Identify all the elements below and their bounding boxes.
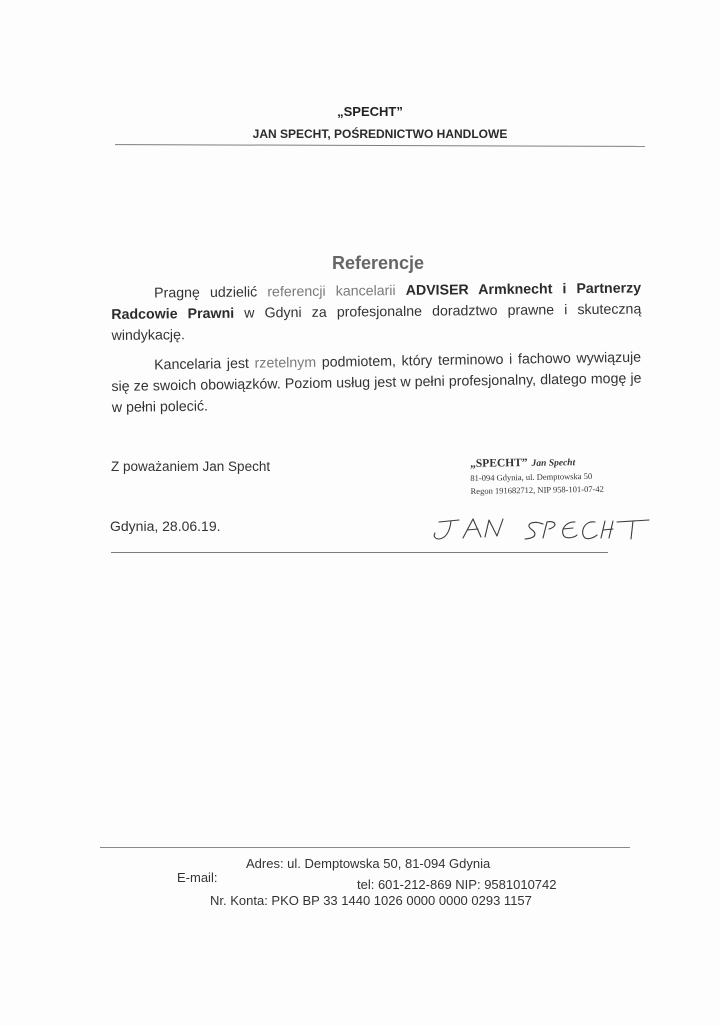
stamp-company: „SPECHT” (470, 456, 528, 470)
closing-regards: Z poważaniem Jan Specht (111, 459, 271, 474)
footer-phone-nip: tel: 601-212-869 NIP: 9581010742 (357, 877, 557, 892)
paragraph-1-lead: Pragnę udzielić (154, 284, 258, 302)
paragraph-1-rest: w Gdyni za profesjonalne doradztwo prawne i skuteczną windykację. (111, 301, 642, 344)
paragraph-2 (111, 348, 642, 419)
footer-account: Nr. Konta: PKO BP 33 1440 1026 0000 0000 0293 1157 (210, 893, 532, 908)
paragraph-2-rest: podmiotem, który terminowo i fachowo wywiązuje się ze swoich obowiązków. Poziom usług jest w pełni profesjonalny, dlatego mogę je w pełni polecić. (111, 349, 642, 416)
letterhead-subtitle: JAN SPECHT, POŚREDNICTWO HANDLOWE (252, 127, 508, 141)
stamp-address: 81-094 Gdynia, ul. Demptowska 50 (470, 470, 593, 483)
stamp-registry: Regon 191682712, NIP 958-101-07-42 (470, 483, 604, 496)
document-date: Gdynia, 28.06.19. (110, 518, 221, 534)
stamp-owner: Jan Specht (531, 458, 576, 469)
paragraph-1-firm: ADVISER Armknecht i Partnerzy Radcowie Prawni (111, 280, 642, 323)
stamp-name (470, 455, 640, 470)
document-title: Referencje (331, 253, 425, 273)
letterhead-rule (115, 144, 645, 147)
paragraph-1-middle: referencji kancelarii (267, 283, 396, 301)
paragraph-2-faded: rzetelnym (254, 354, 317, 372)
date-signature-rule (111, 552, 608, 553)
company-stamp (470, 455, 641, 498)
footer-rule (100, 847, 630, 848)
paragraph-2-lead: Kancelaria jest (154, 355, 250, 374)
letterhead-brand: „SPECHT” (337, 104, 403, 119)
footer-email-label: E-mail: (177, 870, 218, 885)
handwritten-signature (425, 508, 670, 548)
footer-address: Adres: ul. Demptowska 50, 81-094 Gdynia (246, 856, 491, 871)
paragraph-1 (111, 278, 642, 347)
